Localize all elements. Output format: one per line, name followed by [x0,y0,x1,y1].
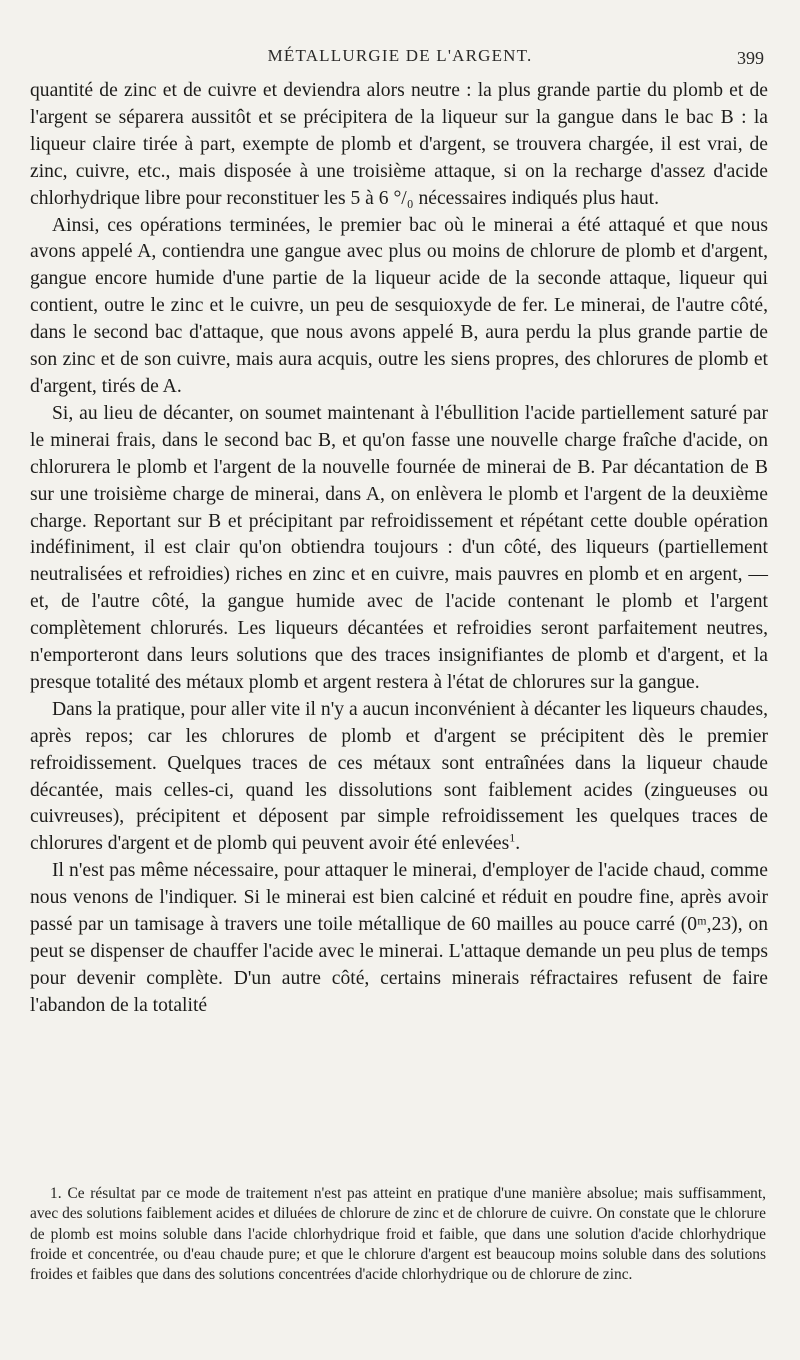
footnote-reference[interactable]: 1 [509,830,516,845]
footnotes [30,1184,766,1285]
page-number: 399 [737,48,764,68]
footnote-number: 1. [50,1185,62,1202]
paragraph-5: Il n'est pas même nécessaire, pour attaquer le minerai, d'employer de l'acide chaud, comme nous venons de l'indiquer. Si le minerai est bien calciné et réduit en poudre fine, après avoir passé par un tamisage à travers une toile métallique de 60 mailles au pouce carré (0ᵐ,23), on peut se dispenser de chauffer l'acide avec le minerai. L'attaque demande un peu plus de temps pour devenir complète. D'un autre côté, certains minerais réfractaires refusent de faire l'abandon de la totalité [30,860,768,1016]
footnote-1 [30,1184,766,1285]
paragraph-4-text: Dans la pratique, pour aller vite il n'y a aucun inconvénient à décanter les liqueurs chaudes, après repos; car les chlorures de plomb et d'argent se précipitent dès le premier refroidissement. Quelques traces de ces métaux sont entraînées dans la liqueur chaude décantée, mais celles-ci, quand les dissolutions sont faiblement acides (zingueuses ou cuivreuses), précipitent et déposent par simple refroidissement les quelques traces de chlorures d'argent et de plomb qui peuvent avoir été enlevées [30,698,768,855]
paragraph-4: Dans la pratique, pour aller vite il n'y a aucun inconvénient à décanter les liqueurs chaudes, après repos; car les chlorures de plomb et d'argent se précipitent dès le premier refroidissement. Quelques traces de ces métaux sont entraînées dans la liqueur chaude décantée, mais celles-ci, quand les dissolutions sont faiblement acides (zingueuses ou cuivreuses), précipitent et déposent par simple refroidissement les quelques traces de chlorures d'argent et de plomb qui peuvent avoir été enlevées$^1$. [30,698,768,855]
body-text [30,78,768,1020]
running-title: MÉTALLURGIE DE L'ARGENT. [267,46,533,65]
paragraph-3: Si, au lieu de décanter, on soumet maintenant à l'ébullition l'acide partiellement saturé par le minerai frais, dans le second bac B, et qu'on fasse une nouvelle charge fraîche d'acide, on chlorurera le plomb et l'argent de la nouvelle fournée de minerai de B. Par décantation de B sur une troisième charge de minerai, dans A, on enlèvera le plomb et l'argent de la deuxième charge. Reportant sur B et précipitant par refroidissement et répétant cette double opération indéfiniment, il est clair qu'on obtiendra toujours : d'un côté, des liqueurs (partiellement neutralisées et refroidies) riches en zinc et en cuivre, mais pauvres en plomb et en argent, — et, de l'autre côté, la gangue humide avec de l'acide contenant le plomb et l'argent complètement chlorurés. Les liqueurs décantées et refroidies seront parfaitement neutres, n'emporteront dans leurs solutions que des traces insignifiantes de plomb et d'argent, et la presque totalité des métaux plomb et argent restera à l'état de chlorures sur la gangue. [30,402,768,693]
paragraph-2: Ainsi, ces opérations terminées, le premier bac où le minerai a été attaqué et que nous avons appelé A, contiendra une gangue avec plus ou moins de chlorure de plomb et d'argent, gangue encore humide d'une partie de la liqueur acide de la seconde attaque, liqueur qui contient, outre le zinc et le cuivre, un peu de sesquioxyde de fer. Le minerai, de l'autre côté, dans le second bac d'attaque, que nous avons appelé B, aura perdu la plus grande partie de son zinc et de son cuivre, mais aura acquis, outre les siens propres, des chlorures de plomb et d'argent, tirés de A. [30,214,768,397]
running-head [30,46,770,70]
paragraph-1: quantité de zinc et de cuivre et deviendra alors neutre : la plus grande partie du plomb et de l'argent se séparera aussitôt et se précipitera de la liqueur sur la gangue dans le bac B : la liqueur claire tirée à part, exempte de plomb et d'argent, se trouvera chargée, il est vrai, de zinc, cuivre, etc., mais disposée à une troisième attaque, si on la recharge d'assez d'acide chlorhydrique libre pour reconstituer les 5 à 6 °/₀ nécessaires indiqués plus haut. [30,80,768,209]
footnote-text: Ce résultat par ce mode de traitement n'est pas atteint en pratique d'une manière absolue; mais suffisamment, avec des solutions faiblement acides et diluées de chlorure de zinc et de chlorure de cuivre. On constate que le chlorure de plomb est moins soluble dans l'acide chlorhydrique froid et faible, que dans une solution d'acide chlorhydrique froide et concentrée, ou d'eau chaude pure; et que le chlorure d'argent est beaucoup moins soluble dans des solutions froides et faibles que dans des solutions concentrées d'acide chlorhydrique ou de chlorure de zinc. [30,1185,766,1284]
